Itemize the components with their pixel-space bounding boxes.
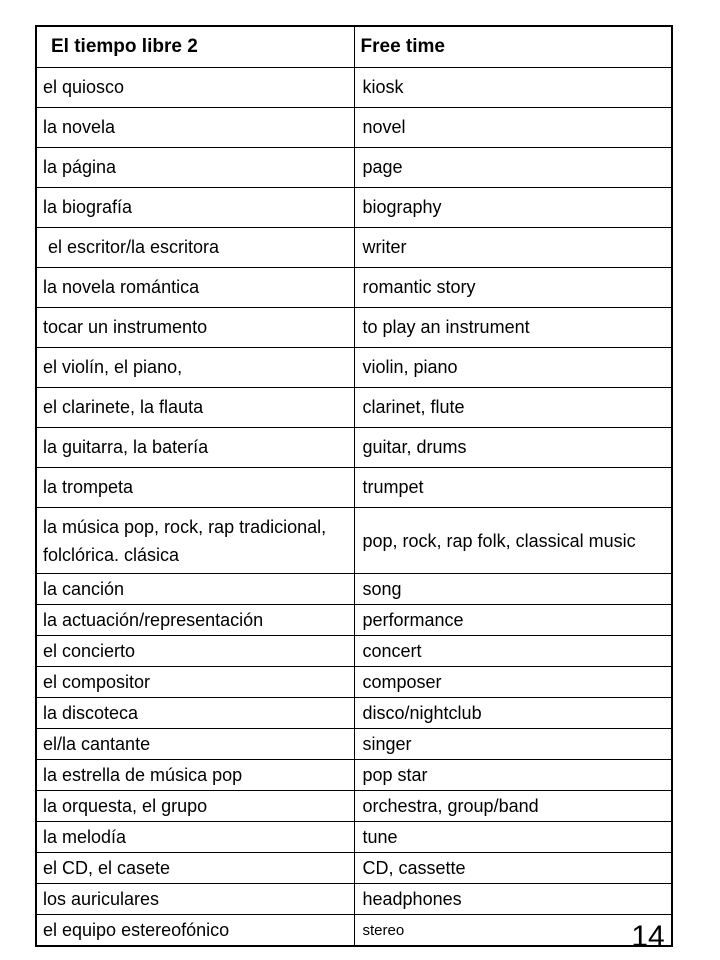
spanish-term: la novela: [36, 108, 354, 148]
english-translation: orchestra, group/band: [354, 791, 672, 822]
table-row: [36, 188, 672, 228]
english-translation: disco/nightclub: [354, 698, 672, 729]
table-row: [36, 605, 672, 636]
spanish-term: el concierto: [36, 636, 354, 667]
table-row: [36, 508, 672, 574]
english-translation: CD, cassette: [354, 853, 672, 884]
english-translation: novel: [354, 108, 672, 148]
table-row: [36, 428, 672, 468]
spanish-term: la actuación/representación: [36, 605, 354, 636]
spanish-term: la trompeta: [36, 468, 354, 508]
table-row: [36, 822, 672, 853]
english-translation: kiosk: [354, 68, 672, 108]
table-row: [36, 468, 672, 508]
table-row: [36, 388, 672, 428]
english-translation: pop star: [354, 760, 672, 791]
spanish-term: el quiosco: [36, 68, 354, 108]
english-translation: stereo: [354, 915, 672, 947]
table-row: [36, 729, 672, 760]
english-translation: performance: [354, 605, 672, 636]
table-row: [36, 667, 672, 698]
spanish-term: la guitarra, la batería: [36, 428, 354, 468]
spanish-term: la orquesta, el grupo: [36, 791, 354, 822]
english-translation: pop, rock, rap folk, classical music: [354, 508, 672, 574]
table-row: [36, 760, 672, 791]
spanish-term: el clarinete, la flauta: [36, 388, 354, 428]
english-translation: tune: [354, 822, 672, 853]
english-translation: trumpet: [354, 468, 672, 508]
english-column-header: Free time: [354, 26, 672, 68]
spanish-column-header: El tiempo libre 2: [36, 26, 354, 68]
table-row: [36, 108, 672, 148]
english-translation: to play an instrument: [354, 308, 672, 348]
spanish-term: la biografía: [36, 188, 354, 228]
english-translation: writer: [354, 228, 672, 268]
table-row: [36, 348, 672, 388]
spanish-term: el equipo estereofónico: [36, 915, 354, 947]
table-row: [36, 698, 672, 729]
table-row: [36, 574, 672, 605]
spanish-term: el CD, el casete: [36, 853, 354, 884]
spanish-term: la música pop, rock, rap tradicional, folclórica. clásica: [36, 508, 354, 574]
spanish-term: la estrella de música pop: [36, 760, 354, 791]
spanish-term: la página: [36, 148, 354, 188]
spanish-term: la discoteca: [36, 698, 354, 729]
vocabulary-table: [35, 25, 673, 947]
spanish-term: el violín, el piano,: [36, 348, 354, 388]
spanish-term: el compositor: [36, 667, 354, 698]
table-row: [36, 148, 672, 188]
table-row: [36, 636, 672, 667]
spanish-term: la melodía: [36, 822, 354, 853]
spanish-term: el escritor/la escritora: [36, 228, 354, 268]
english-translation: biography: [354, 188, 672, 228]
table-row: [36, 915, 672, 947]
english-translation: page: [354, 148, 672, 188]
english-translation: romantic story: [354, 268, 672, 308]
table-row: [36, 68, 672, 108]
spanish-term: los auriculares: [36, 884, 354, 915]
spanish-term: tocar un instrumento: [36, 308, 354, 348]
table-row: [36, 308, 672, 348]
page-number: 14: [631, 920, 665, 953]
spanish-term: la novela romántica: [36, 268, 354, 308]
table-row: [36, 853, 672, 884]
table-row: [36, 884, 672, 915]
spanish-term: la canción: [36, 574, 354, 605]
english-translation: song: [354, 574, 672, 605]
table-row: [36, 791, 672, 822]
english-translation: composer: [354, 667, 672, 698]
table-row: [36, 268, 672, 308]
english-translation: guitar, drums: [354, 428, 672, 468]
english-translation: concert: [354, 636, 672, 667]
table-row: [36, 228, 672, 268]
table-header-row: [36, 26, 672, 68]
english-translation: violin, piano: [354, 348, 672, 388]
spanish-term: el/la cantante: [36, 729, 354, 760]
english-translation: clarinet, flute: [354, 388, 672, 428]
english-translation: headphones: [354, 884, 672, 915]
english-translation: singer: [354, 729, 672, 760]
